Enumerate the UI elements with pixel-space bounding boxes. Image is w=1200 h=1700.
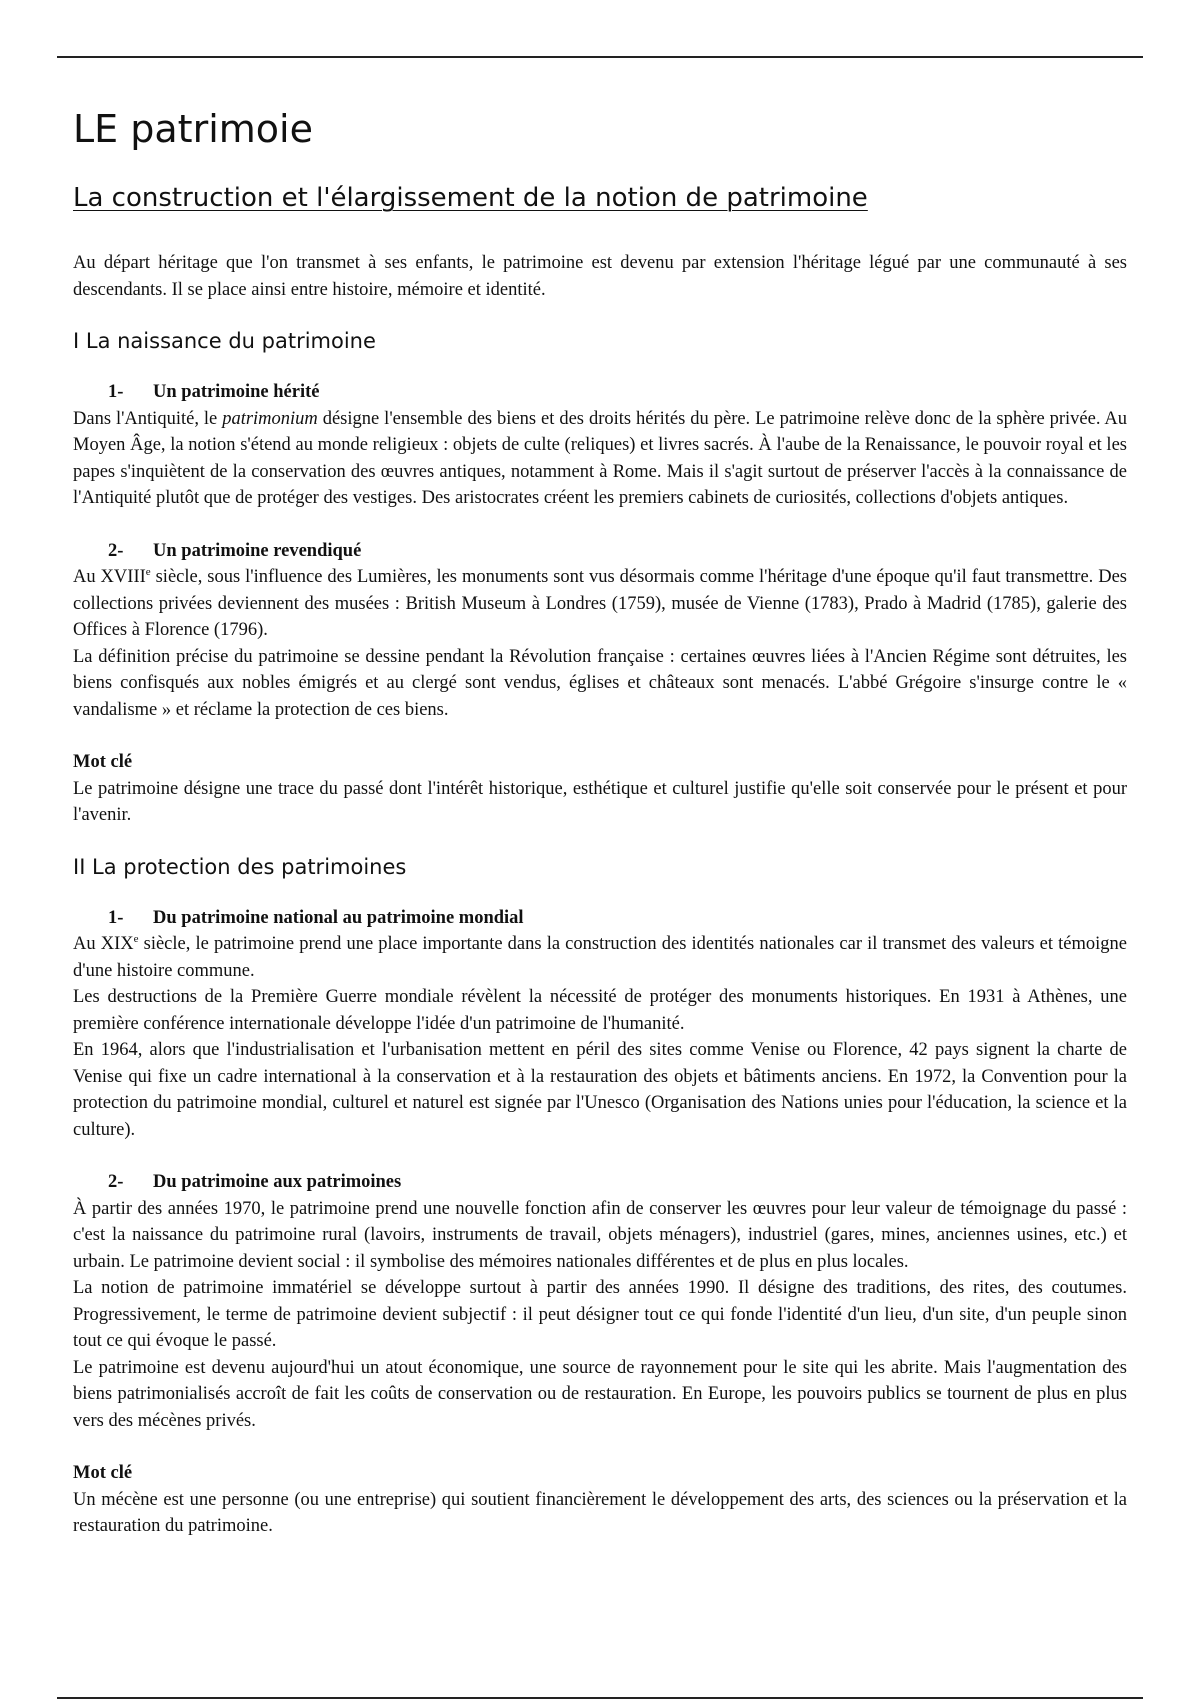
section-2-sub-1-paragraph-3: En 1964, alors que l'industrialisation et l'urbanisation mettent en péril des sites comme Venise ou Florence, 42 pays signent la charte de Venise qui fixe un cadre international à la conservation et à la restauration des objets et bâtiments anciens. En 1972, la Convention pour la protection du patrimoine mondial, culturel et naturel est signée par l'Unesco (Organisation des Nations unies pour l'éducation, la science et la culture). <box>73 1040 1127 1140</box>
top-rule <box>57 56 1143 58</box>
intro-paragraph: Au départ héritage que l'on transmet à ses enfants, le patrimoine est devenu par extension l'héritage légué par une communauté à ses descendants. Il se place ainsi entre histoire, mémoire et identité. <box>73 253 1127 300</box>
sub-title: Un patrimoine revendiqué <box>153 540 362 561</box>
section-2-sub-1-paragraph-2: Les destructions de la Première Guerre mondiale révèlent la nécessité de protéger des monuments historiques. En 1931 à Athènes, une première conférence internationale développe l'idée d'un patrimoine de l'humanité. <box>73 987 1127 1034</box>
sub-number: 1- <box>108 907 124 928</box>
keyword-label: Mot clé <box>73 1463 133 1483</box>
bottom-rule <box>57 1697 1143 1699</box>
text-run: désigne l'ensemble des biens et des droits hérités du père. Le patrimoine relève donc de la sphère privée. Au Moyen Âge, la notion s'étend au monde religieux : objets de culte (reliques) et livres sacrés. À l'aube de la Renaissance, le pouvoir royal et les papes s'inquiètent de la conservation des œuvres antiques, notamment à Rome. Mais il s'agit surtout de préserver l'accès à la connaissance de l'Antiquité plutôt que de protéger des vestiges. Des aristocrates créent les premiers cabinets de curiosités, collections d'objets antiques. <box>73 408 1128 508</box>
document-title: LE patrimoie <box>73 107 313 151</box>
superscript: e <box>145 565 151 578</box>
text-run: Dans l'Antiquité, le <box>73 408 223 429</box>
section-2-sub-2-paragraph-2: La notion de patrimoine immatériel se développe surtout à partir des années 1990. Il désigne des traditions, des rites, des coutumes. Progressivement, le terme de patrimoine devient subjectif : il peut désigner tout ce qui fonde l'identité d'un lieu, d'un site, d'un peuple sinon tout ce qui évoque le passé. <box>73 1278 1127 1351</box>
section-1-sub-2-paragraph-2: La définition précise du patrimoine se dessine pendant la Révolution française : certaines œuvres liées à l'Ancien Régime sont détruites, les biens confisqués aux nobles émigrés et au clergé sont vendus, églises et châteaux sont menacés. L'abbé Grégoire s'insurge contre le « vandalisme » et réclame la protection de ces biens. <box>73 646 1127 720</box>
sub-title: Du patrimoine national au patrimoine mondial <box>153 907 524 928</box>
keyword-label: Mot clé <box>73 752 133 772</box>
document-page <box>73 96 1127 1540</box>
section-1-sub-2-paragraph-1 <box>73 564 1127 644</box>
sub-number: 2- <box>108 540 124 561</box>
section-2-sub-2-paragraph-1: À partir des années 1970, le patrimoine prend une nouvelle fonction afin de conserver les œuvres pour leur valeur de témoignage du passé : c'est la naissance du patrimoine rural (lavoirs, instruments de travail, objets ménagers), industriel (gares, mines, anciennes usines, etc.) et urbain. Le patrimoine devient social : il symbolise des mémoires nationales différentes et de plus en plus locales. <box>73 1198 1127 1272</box>
latin-term: patrimonium <box>222 408 318 429</box>
text-run: siècle, sous l'influence des Lumières, les monuments sont vus désormais comme l'héritage d'une époque qu'il faut transmettre. Des collections privées deviennent des musées : British Museum à Londres (1759), musée de Vienne (1783), Prado à Madrid (1785), galerie des Offices à Florence (1796). <box>73 567 1127 640</box>
section-1-sub-1-paragraph <box>73 406 1127 512</box>
sub-title: Du patrimoine aux patrimoines <box>153 1172 402 1192</box>
sub-number: 2- <box>108 1172 124 1192</box>
text-run: Au XVIII <box>73 567 146 587</box>
section-1-sub-2-heading <box>73 538 1127 565</box>
section-2-sub-1-heading <box>73 905 1127 932</box>
section-2-sub-2-heading <box>73 1169 1127 1196</box>
keyword-definition: Un mécène est une personne (ou une entreprise) qui soutient financièrement le développement des arts, des sciences ou la préservation et la restauration du patrimoine. <box>73 1489 1127 1536</box>
section-1-heading: I La naissance du patrimoine <box>73 329 376 353</box>
section-2-heading: II La protection des patrimoines <box>73 854 407 879</box>
sub-number: 1- <box>108 382 124 402</box>
text-run: Au XIX <box>73 934 134 954</box>
sub-title: Un patrimoine hérité <box>153 382 320 402</box>
section-1-sub-1-heading <box>73 379 1127 406</box>
keyword-definition: Le patrimoine désigne une trace du passé dont l'intérêt historique, esthétique et culturel justifie qu'elle soit conservée pour le présent et pour l'avenir. <box>73 778 1127 825</box>
text-run: siècle, le patrimoine prend une place importante dans la construction des identités nationales car il transmet des valeurs et témoigne d'une histoire commune. <box>73 934 1127 981</box>
superscript: e <box>133 932 139 945</box>
document-subtitle: La construction et l'élargissement de la notion de patrimoine <box>73 183 868 213</box>
section-2-sub-1-paragraph-1 <box>73 931 1127 984</box>
section-2-sub-2-paragraph-3: Le patrimoine est devenu aujourd'hui un atout économique, une source de rayonnement pour le site qui les abrite. Mais l'augmentation des biens patrimonialisés accroît de fait les coûts de conservation ou de restauration. En Europe, les pouvoirs publics se tournent de plus en plus vers des mécènes privés. <box>73 1357 1127 1431</box>
